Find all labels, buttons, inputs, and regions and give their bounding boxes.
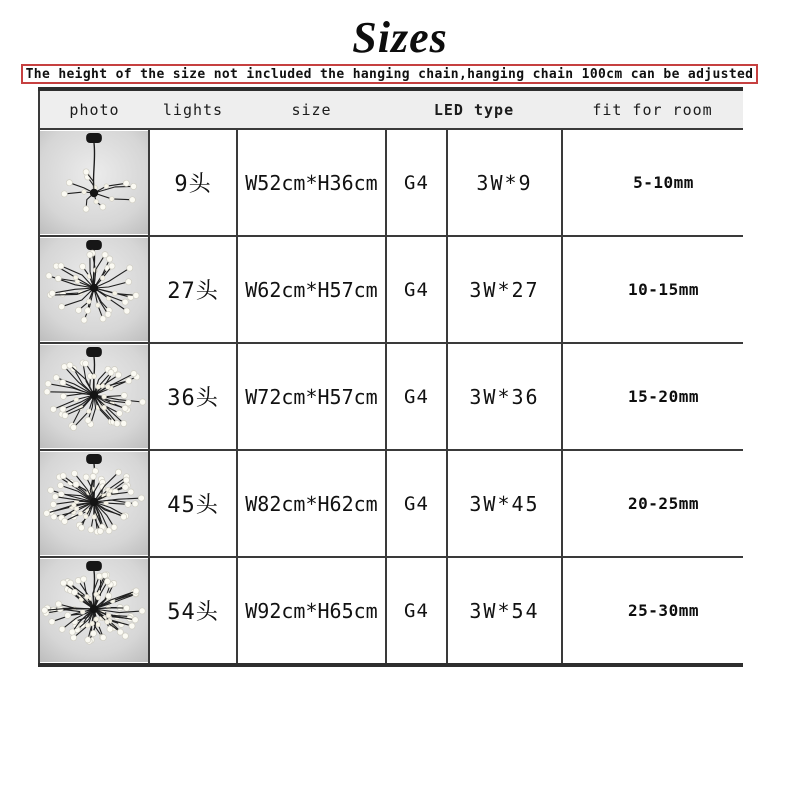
size-value: W82cm*H62cm xyxy=(237,450,386,557)
header-row xyxy=(39,89,743,129)
chandelier-photo xyxy=(40,131,148,234)
lights-value: 27头 xyxy=(149,236,237,343)
chandelier-photo xyxy=(40,345,148,448)
led-power-value: 3W*27 xyxy=(447,236,562,343)
table-row xyxy=(39,343,743,450)
fit-room-value: 15-20mm xyxy=(562,343,743,450)
size-value: W72cm*H57cm xyxy=(237,343,386,450)
size-value: W92cm*H65cm xyxy=(237,557,386,665)
chandelier-photo xyxy=(40,559,148,662)
led-base-value: G4 xyxy=(386,129,447,236)
led-base-value: G4 xyxy=(386,236,447,343)
photo-cell xyxy=(39,236,149,343)
col-header-led-type: LED type xyxy=(386,89,562,129)
photo-cell xyxy=(39,129,149,236)
led-power-value: 3W*9 xyxy=(447,129,562,236)
size-value: W52cm*H36cm xyxy=(237,129,386,236)
led-power-value: 3W*54 xyxy=(447,557,562,665)
fit-room-value: 5-10mm xyxy=(562,129,743,236)
led-power-value: 3W*36 xyxy=(447,343,562,450)
lights-value: 54头 xyxy=(149,557,237,665)
col-header-size: size xyxy=(237,89,386,129)
chandelier-photo xyxy=(40,238,148,341)
notice-text: The height of the size not included the hanging chain,hanging chain 100cm can be adjusted xyxy=(25,66,754,82)
col-header-fit: fit for room xyxy=(562,89,743,129)
col-header-lights: lights xyxy=(149,89,237,129)
table-row xyxy=(39,236,743,343)
size-value: W62cm*H57cm xyxy=(237,236,386,343)
table-row xyxy=(39,129,743,236)
lights-value: 45头 xyxy=(149,450,237,557)
notice-banner xyxy=(21,64,758,84)
page-title: Sizes xyxy=(352,13,448,62)
table-row xyxy=(39,450,743,557)
led-base-value: G4 xyxy=(386,343,447,450)
table-row xyxy=(39,557,743,665)
col-header-photo: photo xyxy=(39,89,149,129)
led-base-value: G4 xyxy=(386,557,447,665)
lights-value: 36头 xyxy=(149,343,237,450)
fit-room-value: 25-30mm xyxy=(562,557,743,665)
fit-room-value: 20-25mm xyxy=(562,450,743,557)
chandelier-photo xyxy=(40,452,148,555)
led-base-value: G4 xyxy=(386,450,447,557)
photo-cell xyxy=(39,343,149,450)
photo-cell xyxy=(39,450,149,557)
sizes-table xyxy=(38,87,743,667)
photo-cell xyxy=(39,557,149,665)
led-power-value: 3W*45 xyxy=(447,450,562,557)
lights-value: 9头 xyxy=(149,129,237,236)
fit-room-value: 10-15mm xyxy=(562,236,743,343)
